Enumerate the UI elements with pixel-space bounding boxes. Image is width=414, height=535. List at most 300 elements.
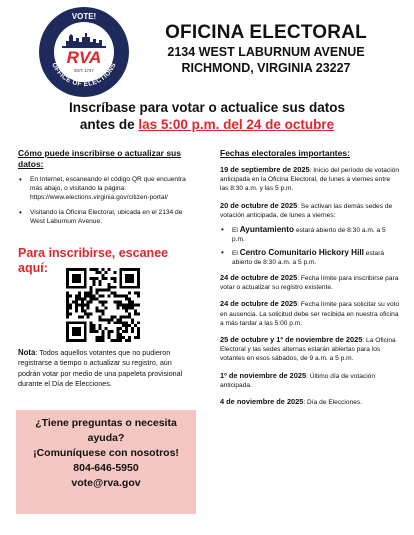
qr-module xyxy=(99,336,102,339)
qr-module xyxy=(81,321,84,324)
qr-module xyxy=(72,286,75,289)
qr-module xyxy=(113,292,116,295)
qr-module xyxy=(75,309,78,312)
qr-module xyxy=(119,295,122,298)
note-text: : Todos aquellos votantes que no pudieron registrarse a tiempo o actualizar su registro, aún podrán votar por medio de una papeleta provisional durante el Día de Elecciones. xyxy=(18,348,183,389)
qr-module xyxy=(119,268,122,271)
qr-module xyxy=(90,327,93,330)
qr-module xyxy=(84,277,87,280)
qr-module xyxy=(87,312,90,315)
qr-module xyxy=(137,283,140,286)
qr-module xyxy=(99,295,102,298)
qr-module xyxy=(66,312,69,315)
note-label: Nota xyxy=(18,348,36,357)
qr-module xyxy=(75,321,78,324)
qr-module xyxy=(119,274,122,277)
qr-module xyxy=(102,295,105,298)
qr-module xyxy=(122,324,125,327)
qr-module xyxy=(131,274,134,277)
qr-module xyxy=(119,283,122,286)
qr-module xyxy=(122,315,125,318)
qr-module xyxy=(81,286,84,289)
seal-established: EST. 1737 xyxy=(74,68,94,73)
early-voting-sites xyxy=(220,225,400,267)
seal-logo-text: RVA xyxy=(66,48,102,67)
qr-module xyxy=(119,327,122,330)
date-text: : La Oficina Electoral y las sedes alternas estarán abiertas para los votantes en esos sábados, de 9 a.m. a 5 p.m. xyxy=(220,337,396,363)
qr-module xyxy=(90,286,93,289)
headline-line-2 xyxy=(0,116,414,133)
qr-module xyxy=(125,330,128,333)
qr-module xyxy=(116,301,119,304)
qr-module xyxy=(104,289,107,292)
qr-module xyxy=(119,304,122,307)
qr-module xyxy=(128,280,131,283)
qr-module xyxy=(66,268,69,271)
qr-module xyxy=(122,295,125,298)
qr-module xyxy=(128,298,131,301)
qr-module xyxy=(87,295,90,298)
qr-module xyxy=(104,271,107,274)
qr-module xyxy=(66,339,69,342)
qr-module xyxy=(78,304,81,307)
qr-module xyxy=(66,295,69,298)
qr-module xyxy=(96,306,99,309)
qr-module xyxy=(66,330,69,333)
qr-module xyxy=(131,330,134,333)
dates-title: Fechas electorales importantes: xyxy=(220,148,350,158)
qr-module xyxy=(125,339,128,342)
date-text: : Inicio del período de votación anticipada en la Oficina Electoral, de lunes a viernes entre las 8:30 a.m. y las 5 p.m. xyxy=(220,167,400,193)
qr-module xyxy=(69,295,72,298)
qr-module xyxy=(87,301,90,304)
qr-module xyxy=(128,268,131,271)
qr-module xyxy=(104,301,107,304)
qr-module xyxy=(116,306,119,309)
qr-module xyxy=(134,304,137,307)
scan-title: Para inscribirse, escanee aquí: xyxy=(18,246,169,275)
how-to-register-section xyxy=(18,148,190,232)
qr-module xyxy=(102,318,105,321)
qr-module xyxy=(110,339,113,342)
qr-module xyxy=(66,309,69,312)
qr-module xyxy=(99,324,102,327)
qr-module xyxy=(96,336,99,339)
qr-module xyxy=(125,268,128,271)
qr-module xyxy=(99,315,102,318)
qr-module xyxy=(84,333,87,336)
qr-module xyxy=(75,304,78,307)
qr-module xyxy=(84,292,87,295)
seal-top-text: VOTE! xyxy=(71,12,97,21)
qr-module xyxy=(69,339,72,342)
qr-module xyxy=(84,339,87,342)
qr-module xyxy=(66,324,69,327)
site-hours: estará abierto de 8:30 a.m. a 5 p.m. xyxy=(232,250,385,267)
seal-ring-text: OFFICE OF ELECTIONS xyxy=(50,61,118,89)
qr-module xyxy=(122,304,125,307)
qr-module xyxy=(125,306,128,309)
qr-code[interactable] xyxy=(66,268,140,342)
qr-module xyxy=(84,280,87,283)
qr-module xyxy=(119,318,122,321)
qr-module xyxy=(96,289,99,292)
qr-module xyxy=(125,321,128,324)
qr-module xyxy=(66,271,69,274)
qr-module xyxy=(99,309,102,312)
qr-module xyxy=(119,321,122,324)
contact-line-3: ¡Comuníquese con nosotros! xyxy=(33,447,179,459)
qr-module xyxy=(131,268,134,271)
qr-module xyxy=(137,336,140,339)
qr-module xyxy=(137,295,140,298)
qr-module xyxy=(102,277,105,280)
how-bullet-office: • Visitando la Oficina Electoral, ubicada en el 2134 de West Laburnum Avenue. xyxy=(18,208,190,226)
qr-module xyxy=(99,327,102,330)
qr-module xyxy=(93,298,96,301)
qr-module xyxy=(102,330,105,333)
qr-module xyxy=(96,268,99,271)
office-of-elections-seal xyxy=(38,6,130,98)
qr-module xyxy=(93,324,96,327)
qr-module xyxy=(102,336,105,339)
date-entry xyxy=(220,201,400,220)
qr-module xyxy=(107,283,110,286)
qr-module xyxy=(78,339,81,342)
qr-module xyxy=(75,280,78,283)
qr-module xyxy=(81,301,84,304)
contact-line-1: ¿Tiene preguntas o necesita xyxy=(35,417,177,429)
qr-module xyxy=(66,321,69,324)
qr-module xyxy=(93,295,96,298)
qr-module xyxy=(84,274,87,277)
qr-module xyxy=(66,274,69,277)
qr-module xyxy=(99,339,102,342)
qr-module xyxy=(102,274,105,277)
qr-module xyxy=(90,321,93,324)
qr-module xyxy=(125,304,128,307)
qr-module xyxy=(66,280,69,283)
qr-module xyxy=(102,309,105,312)
qr-module xyxy=(131,318,134,321)
qr-module xyxy=(134,268,137,271)
qr-module xyxy=(87,304,90,307)
date-label: 1º de noviembre de 2025 xyxy=(220,370,307,380)
qr-module xyxy=(96,271,99,274)
qr-module xyxy=(72,321,75,324)
qr-module xyxy=(78,295,81,298)
site-name: Centro Comunitario Hickory Hill xyxy=(239,248,364,258)
qr-module xyxy=(134,292,137,295)
date-text: : Se activan las demás sedes de votación anticipada, de lunes a viernes: xyxy=(220,202,393,219)
qr-module xyxy=(102,304,105,307)
qr-module xyxy=(93,330,96,333)
qr-module xyxy=(81,309,84,312)
qr-module xyxy=(113,301,116,304)
qr-module xyxy=(78,280,81,283)
qr-module xyxy=(96,292,99,295)
date-entry xyxy=(220,273,400,292)
qr-module xyxy=(131,327,134,330)
qr-module xyxy=(72,327,75,330)
qr-module xyxy=(69,306,72,309)
qr-module xyxy=(99,301,102,304)
qr-module xyxy=(137,333,140,336)
qr-module xyxy=(66,283,69,286)
site-prefix: El xyxy=(232,250,240,258)
qr-module xyxy=(99,318,102,321)
qr-module xyxy=(104,318,107,321)
date-entry xyxy=(220,299,400,328)
qr-module xyxy=(81,306,84,309)
date-text: : Fecha límite para inscribirse para votar o actualizar su registro existente. xyxy=(220,275,399,292)
qr-module xyxy=(84,286,87,289)
site-city-hall xyxy=(220,225,400,244)
qr-module xyxy=(107,333,110,336)
qr-module xyxy=(137,321,140,324)
qr-module xyxy=(72,280,75,283)
qr-module xyxy=(78,333,81,336)
qr-module xyxy=(66,298,69,301)
qr-module xyxy=(93,283,96,286)
date-entry xyxy=(220,371,400,390)
qr-module xyxy=(66,301,69,304)
contact-email[interactable]: vote@rva.gov xyxy=(71,477,141,489)
qr-module xyxy=(93,277,96,280)
qr-module xyxy=(90,268,93,271)
contact-phone[interactable]: 804-646-5950 xyxy=(73,462,139,474)
qr-module xyxy=(134,286,137,289)
qr-module xyxy=(107,289,110,292)
qr-module xyxy=(90,295,93,298)
qr-module xyxy=(125,298,128,301)
qr-module xyxy=(78,274,81,277)
qr-module xyxy=(75,333,78,336)
qr-module xyxy=(90,330,93,333)
qr-module xyxy=(119,315,122,318)
headline xyxy=(0,99,414,133)
qr-module xyxy=(84,298,87,301)
qr-module xyxy=(66,315,69,318)
qr-module xyxy=(137,304,140,307)
qr-module xyxy=(78,286,81,289)
header xyxy=(138,22,394,76)
address-line-1: 2134 WEST LABURNUM AVENUE xyxy=(167,45,365,59)
qr-module xyxy=(128,304,131,307)
qr-module xyxy=(131,321,134,324)
qr-module xyxy=(81,304,84,307)
qr-module xyxy=(116,304,119,307)
qr-module xyxy=(72,333,75,336)
date-label: 19 de septiembre de 2025 xyxy=(220,165,310,174)
qr-module xyxy=(102,289,105,292)
qr-module xyxy=(84,324,87,327)
address-line-2: RICHMOND, VIRGINIA 23227 xyxy=(181,61,351,75)
qr-module xyxy=(137,268,140,271)
qr-module xyxy=(116,318,119,321)
qr-module xyxy=(113,271,116,274)
qr-module xyxy=(84,268,87,271)
how-list xyxy=(18,175,190,226)
qr-module xyxy=(128,306,131,309)
qr-module xyxy=(78,315,81,318)
qr-module xyxy=(93,280,96,283)
qr-module xyxy=(90,292,93,295)
qr-module xyxy=(137,280,140,283)
qr-module xyxy=(75,268,78,271)
qr-module xyxy=(119,301,122,304)
qr-module xyxy=(99,280,102,283)
qr-module xyxy=(102,268,105,271)
qr-module xyxy=(72,268,75,271)
qr-module xyxy=(134,312,137,315)
qr-module xyxy=(104,306,107,309)
qr-module xyxy=(75,277,78,280)
qr-module xyxy=(122,306,125,309)
org-name: OFICINA ELECTORAL xyxy=(165,22,367,43)
qr-module xyxy=(122,268,125,271)
qr-module xyxy=(113,277,116,280)
qr-module xyxy=(72,274,75,277)
qr-module xyxy=(78,298,81,301)
qr-module xyxy=(78,268,81,271)
qr-module xyxy=(75,298,78,301)
qr-module xyxy=(125,309,128,312)
qr-module xyxy=(137,277,140,280)
qr-module xyxy=(125,280,128,283)
qr-module xyxy=(116,333,119,336)
qr-module xyxy=(110,286,113,289)
qr-module xyxy=(110,292,113,295)
qr-module xyxy=(110,318,113,321)
date-label: 24 de octubre de 2025 xyxy=(220,273,298,283)
qr-module xyxy=(72,301,75,304)
qr-module xyxy=(84,312,87,315)
date-label: 24 de octubre de 2025 xyxy=(220,299,298,309)
qr-module xyxy=(66,277,69,280)
qr-module xyxy=(75,330,78,333)
site-prefix: El xyxy=(232,227,240,235)
qr-module xyxy=(131,301,134,304)
site-hickory-hill xyxy=(220,248,400,267)
qr-module xyxy=(125,295,128,298)
qr-module xyxy=(84,304,87,307)
qr-module xyxy=(128,292,131,295)
qr-module xyxy=(131,286,134,289)
qr-module xyxy=(66,327,69,330)
qr-module xyxy=(107,336,110,339)
qr-module xyxy=(122,286,125,289)
qr-module xyxy=(134,324,137,327)
qr-module xyxy=(90,312,93,315)
qr-module xyxy=(102,339,105,342)
date-label: 25 de octubre y 1º de noviembre de 2025 xyxy=(220,335,363,345)
qr-module xyxy=(113,286,116,289)
qr-module xyxy=(102,333,105,336)
qr-module xyxy=(116,336,119,339)
qr-module xyxy=(72,277,75,280)
qr-module xyxy=(119,333,122,336)
qr-module xyxy=(96,277,99,280)
qr-module xyxy=(84,309,87,312)
qr-module xyxy=(90,301,93,304)
qr-module xyxy=(90,289,93,292)
qr-module xyxy=(75,327,78,330)
qr-module xyxy=(78,330,81,333)
qr-module xyxy=(128,274,131,277)
note xyxy=(18,348,194,390)
qr-module xyxy=(128,277,131,280)
qr-module xyxy=(107,330,110,333)
qr-module xyxy=(119,280,122,283)
qr-module xyxy=(107,295,110,298)
qr-module xyxy=(87,315,90,318)
qr-module xyxy=(75,286,78,289)
qr-module xyxy=(137,271,140,274)
date-entry xyxy=(220,397,400,407)
qr-module xyxy=(128,312,131,315)
qr-module xyxy=(116,330,119,333)
qr-module xyxy=(119,336,122,339)
qr-module xyxy=(90,324,93,327)
qr-module xyxy=(66,333,69,336)
qr-module xyxy=(75,274,78,277)
qr-module xyxy=(96,339,99,342)
qr-module xyxy=(78,327,81,330)
qr-module xyxy=(99,271,102,274)
qr-module xyxy=(66,286,69,289)
qr-module xyxy=(125,315,128,318)
qr-module xyxy=(104,277,107,280)
qr-module xyxy=(131,280,134,283)
qr-module xyxy=(128,336,131,339)
qr-module xyxy=(125,274,128,277)
date-entry xyxy=(220,335,400,364)
qr-module xyxy=(107,318,110,321)
qr-module xyxy=(134,336,137,339)
qr-module xyxy=(78,321,81,324)
qr-module xyxy=(128,324,131,327)
qr-module xyxy=(125,286,128,289)
qr-module xyxy=(84,271,87,274)
qr-module xyxy=(125,324,128,327)
qr-module xyxy=(107,286,110,289)
qr-module xyxy=(134,309,137,312)
site-name: Ayuntamiento xyxy=(239,225,294,235)
qr-module xyxy=(116,295,119,298)
qr-module xyxy=(84,283,87,286)
qr-module xyxy=(72,339,75,342)
qr-module xyxy=(87,292,90,295)
qr-module xyxy=(69,312,72,315)
qr-module xyxy=(131,306,134,309)
qr-module xyxy=(93,327,96,330)
qr-module xyxy=(69,304,72,307)
date-entry xyxy=(220,165,400,194)
qr-module xyxy=(81,268,84,271)
qr-module xyxy=(75,306,78,309)
qr-module xyxy=(78,292,81,295)
qr-module xyxy=(122,330,125,333)
qr-module xyxy=(128,301,131,304)
qr-module xyxy=(116,339,119,342)
qr-module xyxy=(93,268,96,271)
qr-module xyxy=(137,312,140,315)
qr-module xyxy=(84,336,87,339)
how-bullet-online: • En Internet, escaneando el código QR que encuentra más abajo, o visitando la página: https://www.elections.virginia.gov/citizen-portal/ xyxy=(18,175,190,202)
qr-module xyxy=(119,277,122,280)
qr-module xyxy=(99,283,102,286)
